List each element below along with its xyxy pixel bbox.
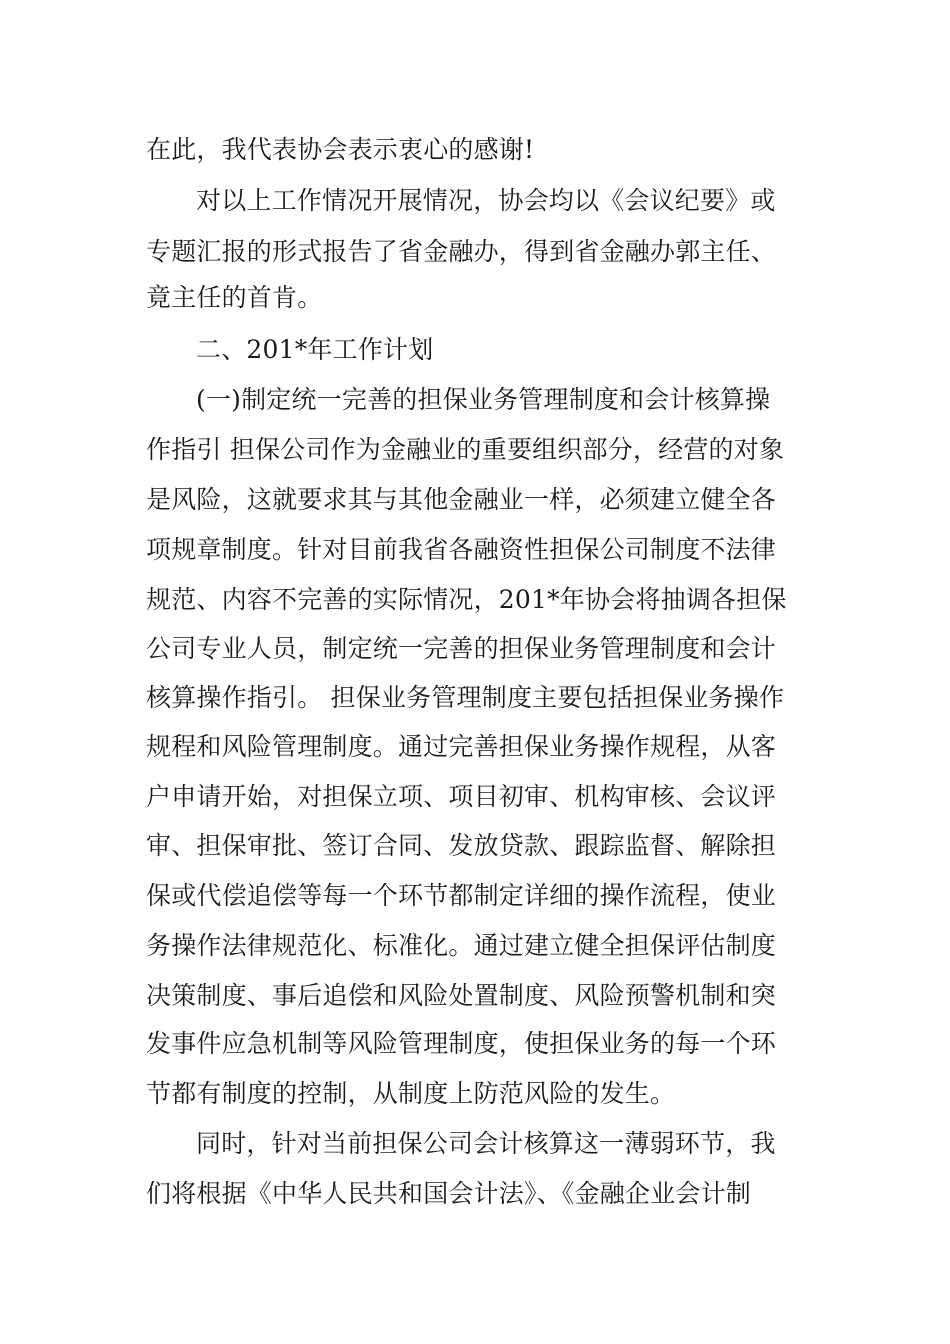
text-line: 节都有制度的控制，从制度上防范风险的发生。 xyxy=(146,1079,676,1108)
text-line: 保或代偿追偿等每一个环节都制定详细的操作流程，使业 xyxy=(146,881,777,910)
text-line: 规范、内容不完善的实际情况，201*年协会将抽调各担保 xyxy=(146,585,787,614)
paragraph-first-line: 对以上工作情况开展情况，协会均以《会议纪要》或 xyxy=(196,186,776,215)
text-line: 规程和风险管理制度。通过完善担保业务操作规程，从客 xyxy=(146,732,777,761)
subsection-heading: (一)制定统一完善的担保业务管理制度和会计核算操 xyxy=(196,385,771,414)
text-line: 作指引 担保公司作为金融业的重要组织部分，经营的对象 xyxy=(146,435,785,464)
text-line: 核算操作指引。 担保业务管理制度主要包括担保业务操作 xyxy=(146,683,785,712)
text-line: 在此，我代表协会表示衷心的感谢! xyxy=(146,135,535,164)
text-line: 务操作法律规范化、标准化。通过建立健全担保评估制度 xyxy=(146,931,777,960)
text-line: 专题汇报的形式报告了省金融办，得到省金融办郭主任、 xyxy=(146,237,777,266)
text-line: 是风险，这就要求其与其他金融业一样，必须建立健全各 xyxy=(146,485,777,514)
text-line: 项规章制度。针对目前我省各融资性担保公司制度不法律 xyxy=(146,535,777,564)
section-heading: 二、201*年工作计划 xyxy=(196,335,434,364)
text-line: 户申请开始，对担保立项、项目初审、机构审核、会议评 xyxy=(146,782,777,811)
text-line: 决策制度、事后追偿和风险处置制度、风险预警机制和突 xyxy=(146,981,777,1010)
text-line: 公司专业人员，制定统一完善的担保业务管理制度和会计 xyxy=(146,634,777,663)
text-line: 们将根据《中华人民共和国会计法》、《金融企业会计制 xyxy=(146,1179,752,1208)
text-line: 发事件应急机制等风险管理制度，使担保业务的每一个环 xyxy=(146,1029,777,1058)
text-line: 竟主任的首肯。 xyxy=(146,283,323,312)
text-line: 审、担保审批、签订合同、发放贷款、跟踪监督、解除担 xyxy=(146,831,777,860)
paragraph-first-line: 同时，针对当前担保公司会计核算这一薄弱环节，我 xyxy=(196,1129,776,1158)
